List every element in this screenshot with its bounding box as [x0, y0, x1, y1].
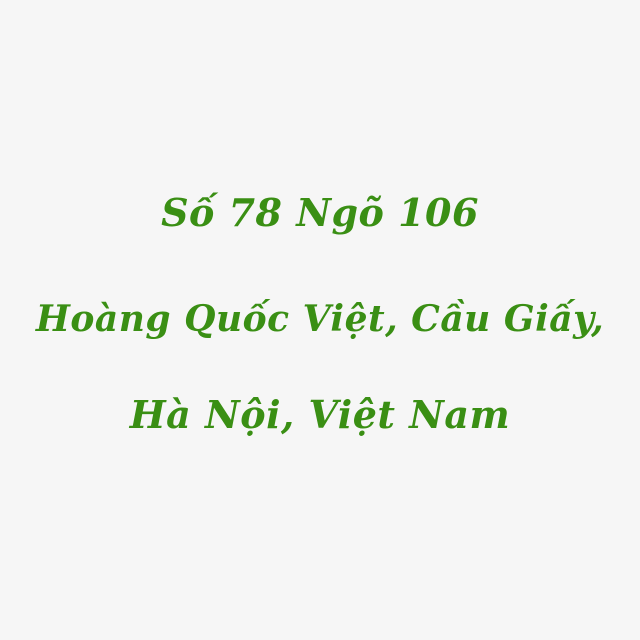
- address-line-district: Hoàng Quốc Việt, Cầu Giấy,: [35, 298, 605, 340]
- address-line-street: Số 78 Ngõ 106: [161, 190, 479, 235]
- address-line-city-country: Hà Nội, Việt Nam: [129, 392, 511, 437]
